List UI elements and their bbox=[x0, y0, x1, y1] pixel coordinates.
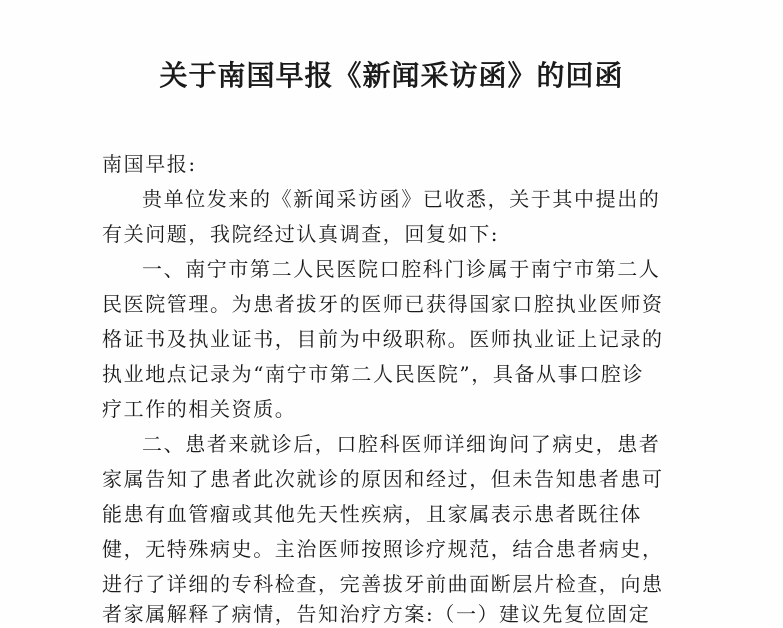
body-line: 二、患者来就诊后，口腔科医师详细询问了病史，患者 bbox=[142, 432, 661, 456]
body-line: 一、南宁市第二人民医院口腔科门诊属于南宁市第二人 bbox=[142, 257, 661, 281]
body-line: 贵单位发来的《新闻采访函》已收悉，关于其中提出的 bbox=[142, 187, 661, 211]
body-line: 家属告知了患者此次就诊的原因和经过，但未告知患者患可 bbox=[102, 467, 664, 491]
body-line: 执业地点记录为“南宁市第二人民医院”，具备从事口腔诊 bbox=[102, 362, 645, 386]
body-line: 疗工作的相关资质。 bbox=[102, 397, 297, 421]
body-line: 进行了详细的专科检查，完善拔牙前曲面断层片检查，向患 bbox=[102, 572, 664, 596]
body-line: 者家属解释了病情，告知治疗方案:（一）建议先复位固定 bbox=[102, 602, 651, 626]
document-title: 关于南国早报《新闻采访函》的回函 bbox=[159, 59, 624, 92]
body-line: 有关问题，我院经过认真调查，回复如下: bbox=[102, 222, 500, 246]
body-line: 健，无特殊病史。主治医师按照诊疗规范，结合患者病史， bbox=[102, 537, 664, 561]
body-line: 格证书及执业证书，目前为中级职称。医师执业证上记录的 bbox=[102, 327, 664, 351]
body-line: 能患有血管瘤或其他先天性疾病，且家属表示患者既往体 bbox=[102, 502, 642, 526]
salutation: 南国早报: bbox=[102, 152, 197, 176]
body-line: 民医院管理。为患者拔牙的医师已获得国家口腔执业医师资 bbox=[102, 292, 664, 316]
